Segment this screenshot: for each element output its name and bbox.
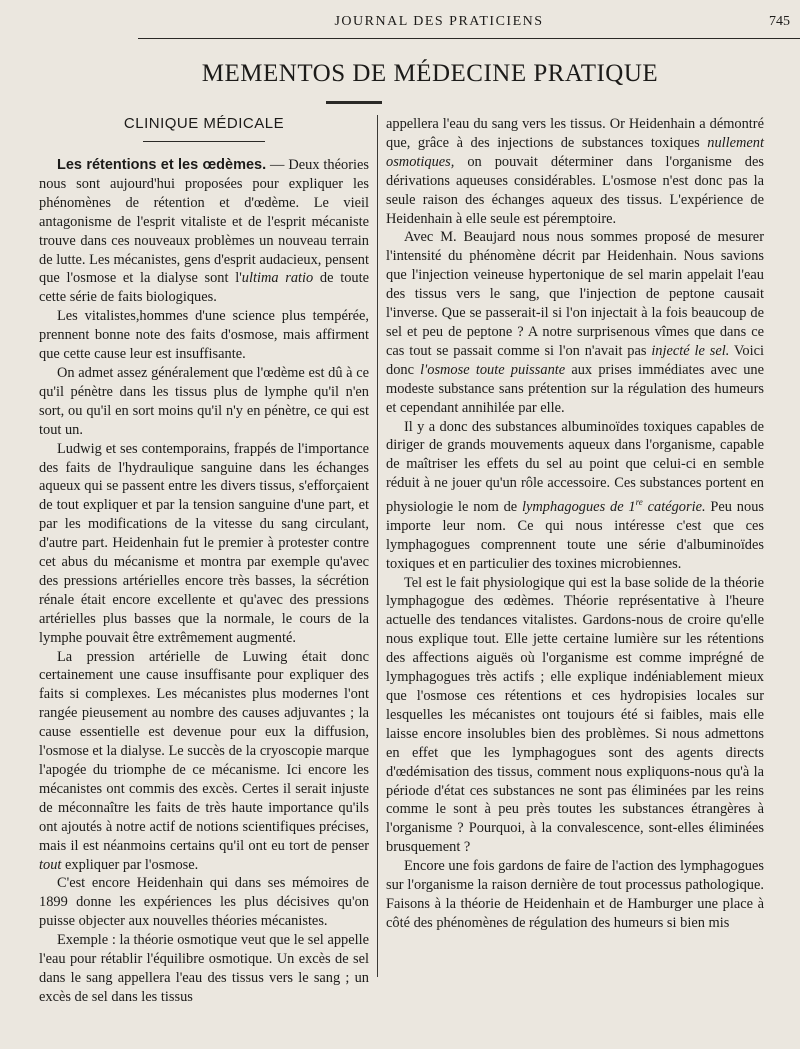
- paragraph: Ludwig et ses contemporains, frappés de l'importance des faits de l'hydraulique sanguine dans les échanges aqueux qui se passent entre les divers tissus, s'efforçaient de tout expliquer et par la tension sanguine d'une part, et par les modifications de la vitesse du sang circulant, d'autre part. Heidenhain fut le premier à protester contre cet abus du mécanisme et montra par exemple qu'avec des pressions artérielles encore très basses, la sécrétion rénale était encore excellente et qu'avec des pressions artérielles plus basses que la normale, le cours de la lymphe pouvait être extrêmement augmenté.: [39, 440, 369, 646]
- header-rule: [138, 38, 800, 39]
- paragraph: Exemple : la théorie osmotique veut que le sel appelle l'eau pour rétablir l'équilibre osmotique. Un excès de sel dans le sang appellera l'eau des tissus vers le sang ; un excès de sel dans les tissus: [39, 932, 369, 1005]
- paragraph: Il y a donc des substances albuminoïdes toxiques capables de diriger de grands mouvements aqueux dans l'organisme, capable de maîtriser les effets du sel au point que celui-ci en semble réduit à ne jouer qu'un rôle accessoire. Ces substances portent en physiologie le nom de lymphagogues de 1re catégorie. Peu nous importe leur nom. Ce qui nous intéresse c'est que ces lymphagogues comprennent toute une série d'albuminoïdes toxiques et en particulier des toxines microbiennes.: [386, 418, 764, 572]
- right-column: [386, 115, 764, 1049]
- paragraph: Les rétentions et les œdèmes. — Deux théories nous sont aujourd'hui proposées pour expliquer les phénomènes de rétention et d'œdème. Le vieil antagonisme de l'esprit vitaliste et de l'esprit mécaniste trouve dans ces nouveaux problèmes un nouveau terrain de lutte. Les mécanistes, gens d'esprit audacieux, pensent que l'osmose et la dialyse sont l'ultima ratio de toute cette série de faits biologiques.: [39, 157, 369, 306]
- paragraph: Tel est le fait physiologique qui est la base solide de la théorie lymphagogue des œdèmes. Théorie représentative à l'heure actuelle des tendances vitalistes. Gardons-nous de croire qu'elle nous explique tout. Elle jette certaine lumière sur les rétentions des affections aiguës où l'organisme est comme imprégné de lymphagogues très actifs ; elle explique indéniablement mieux que l'osmose ces rétentions et ces hydropisies locales sur lesquelles les mécanistes ont toujours été si faibles, mais elle laisse encore insolubles bien des problèmes. Si nous admettons en effet que les lymphagogues sont des agents directs d'œdémisation des tissus, comment nous expliquons-nous qu'à la période d'état ces substances ne sont pas éliminées par les reins comme le sont à peu près toutes les substances étrangères à l'organisme ? Pourquoi, à la convalescence, sont-elles éliminées brusquement ?: [386, 574, 764, 856]
- paragraph: La pression artérielle de Luwing était donc certainement une cause insuffisante pour expliquer des faits si complexes. Les mécanistes plus modernes l'ont rangée pieusement au nombre des causes adjuvantes ; la cause essentielle est devenue pour eux la diffusion, l'osmose et la dialyse. Le succès de la cryoscopie marque l'apogée du triomphe de ce mécanisme. Ici encore les mécanistes ont commis des excès. Certes il serait injuste de méconnaître les faits de très haute importance qu'ils ont ajoutés à notre actif de notions scientifiques précises, mais il est néanmoins certains qu'il ont eu tort de penser tout expliquer par l'osmose.: [39, 648, 369, 873]
- column-divider: [377, 115, 378, 977]
- running-head: [138, 14, 800, 36]
- paragraph: Avec M. Beaujard nous nous sommes proposé de mesurer l'intensité du phénomène décrit par Heidenhain. Nous savions que l'injection veineuse hypertonique de sel marin appelait l'eau des tissus vers le sang, que l'injection de peptone causait l'inverse. Que se passerait-il si l'on injectait à la fois beaucoup de sel et peu de peptone ? A notre surprisenous vîmes que dans ce cas tout se passait comme si l'on n'avait pas injecté le sel. Voici donc l'osmose toute puissante aux prises immédiates avec une modeste substance sans prétention sur la régulation des humeurs et cependant annihilée par elle.: [386, 229, 765, 416]
- title-rule: [326, 101, 382, 104]
- page-title: MEMENTOS DE MÉDECINE PRATIQUE: [201, 60, 659, 87]
- section-rule: [143, 141, 265, 142]
- page-number: 745: [769, 14, 790, 29]
- lead-heading: Les rétentions et les œdèmes.: [57, 157, 267, 173]
- paragraph: Encore une fois gardons de faire de l'action des lymphagogues sur l'organisme la raison dernière de tout processus pathologique. Faisons à la théorie de Heidenhain et de Hamburger une place à côté des phénomènes de régulation des humeurs si bien mis: [386, 858, 764, 931]
- paragraph: appellera l'eau du sang vers les tissus. Or Heidenhain a démontré que, grâce à des injections de substances toxiques nullement osmotiques, on pouvait déterminer dans l'organisme des dérivations aqueuses considérables. L'osmose n'est donc pas la seule raison des échanges aqueux des tissus. L'expérience de Heidenhain à elle seule est péremptoire.: [386, 116, 764, 227]
- section-title: CLINIQUE MÉDICALE: [123, 115, 285, 132]
- journal-name: JOURNAL DES PRATICIENS: [334, 14, 544, 29]
- left-column: [39, 108, 369, 1049]
- paragraph: Les vitalistes,hommes d'une science plus tempérée, prennent bonne note des faits d'osmose, mais affirment que cette cause leur est insuffisante.: [39, 308, 369, 363]
- paragraph: C'est encore Heidenhain qui dans ses mémoires de 1899 donne les expériences les plus décisives qu'on puisse objecter aux nouvelles théories mécanistes.: [39, 875, 369, 930]
- paragraph: On admet assez généralement que l'œdème est dû à ce qu'il pénètre dans les tissus plus de lymphe qu'il n'en sort, ou qu'il en sort moins qu'il n'y en pénètre, ce qui est tout un.: [39, 364, 369, 438]
